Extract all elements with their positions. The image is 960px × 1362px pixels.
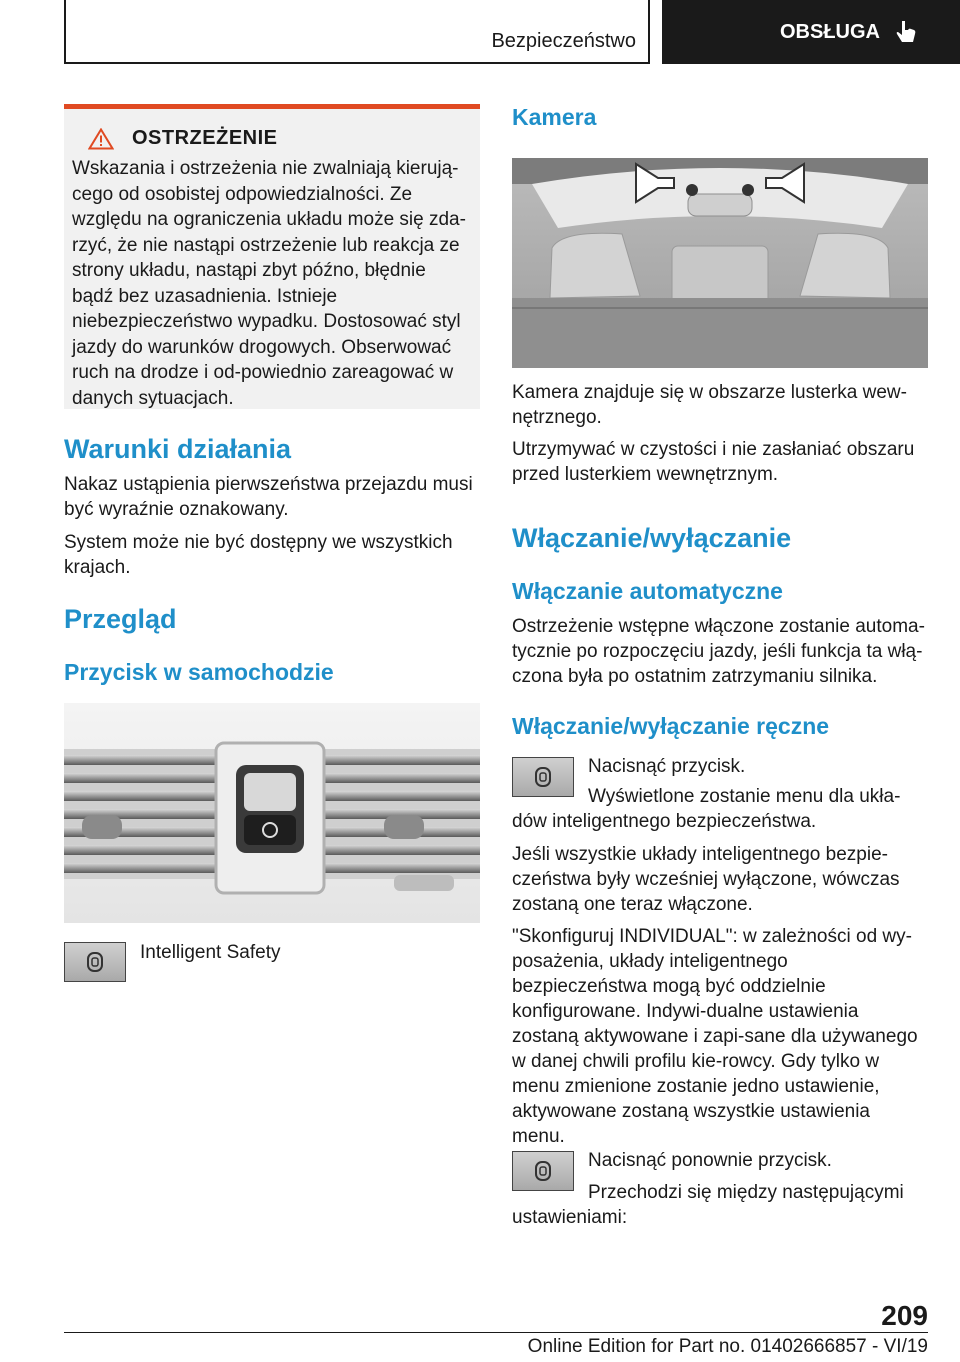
header-right-border: [648, 0, 650, 64]
individual-text: "Skonfiguruj INDIVIDUAL": w zależności od wy-posażenia, układy inteligentnego bezpieczeństwa mogą być oddzielnie konfigurowane. Indywi-dualne ustawienia zostaną aktywowane i zapi-sane dla używanego w danej chwili profilu kie-rowcy. Gdy tylko w menu zmienione zostanie jedno ustawienie, aktywowane zostaną wszystkie ustawienia menu.: [512, 926, 918, 1147]
onoff-heading: Włączanie/wyłączanie: [512, 523, 792, 553]
button-caption: Intelligent Safety: [140, 942, 281, 963]
all-off-text: Jeśli wszystkie układy inteligentnego bezpie-czeństwa były wcześniej wyłączone, wówczas zostaną one teraz włączone.: [512, 844, 900, 915]
warning-triangle-icon: [88, 128, 114, 150]
warning-title-row: [72, 127, 468, 150]
page-number: 209: [881, 1300, 928, 1331]
auto-on-heading: Włączanie automatyczne: [512, 578, 783, 604]
dashboard-vent-illustration: [64, 703, 480, 923]
car-safety-icon: [86, 951, 104, 973]
warning-title: OSTRZEŻENIE: [132, 127, 278, 149]
hand-pointer-icon: [894, 19, 918, 45]
warning-box: [64, 109, 480, 409]
dashboard-button-photo: [64, 703, 480, 923]
footer-rule: [64, 1332, 928, 1333]
header-section-title: Bezpieczeństwo: [491, 30, 636, 52]
press-again-text: Nacisnąć ponownie przycisk.: [588, 1150, 832, 1171]
header-rule: [64, 62, 650, 64]
camera-paragraph-1: Kamera znajduje się w obszarze lusterka wew-nętrznego.: [512, 382, 907, 428]
car-safety-icon: [534, 1160, 552, 1182]
button-in-car-heading: Przycisk w samochodzie: [64, 659, 334, 685]
conditions-heading: Warunki działania: [64, 434, 292, 464]
footer-edition: Online Edition for Part no. 01402666857 - VI/19: [527, 1336, 928, 1357]
conditions-paragraph-1: Nakaz ustąpienia pierwszeństwa przejazdu musi być wyraźnie oznakowany.: [64, 474, 473, 520]
intelligent-safety-button[interactable]: [64, 942, 126, 982]
camera-heading: Kamera: [512, 104, 597, 130]
overview-heading: Przegląd: [64, 604, 177, 634]
warning-text: Wskazania i ostrzeżenia nie zwalniają kierują-cego od osobistej odpowiedzialności. Ze względu na ograniczenia układu może się zda-rzyć, że nie nastąpi ostrzeżenie lub reakcja ze strony układu, nastąpi zbyt późno, błędnie bądź bez uzasadnienia. Istnieje niebezpieczeństwo wypadku. Dostosować styl jazdy do warunków drogowych. Obserwować ruch na drodze i od-powiednio zareagować w danych sytuacjach.: [72, 158, 466, 409]
header-chapter-tab[interactable]: [662, 0, 960, 64]
camera-photo: [512, 158, 928, 368]
manual-heading: Włączanie/wyłączanie ręczne: [512, 713, 830, 739]
chapter-tab-label: OBSŁUGA: [780, 20, 880, 43]
header-left-border: [64, 0, 66, 64]
car-interior-illustration: [512, 158, 928, 368]
camera-paragraph-2: Utrzymywać w czystości i nie zasłaniać obszaru przed lusterkiem wewnętrznym.: [512, 439, 915, 485]
menu-shown-text: Wyświetlone zostanie menu dla ukła-dów inteligentnego bezpieczeństwa.: [512, 786, 901, 832]
conditions-paragraph-2: System może nie być dostępny we wszystkich krajach.: [64, 532, 453, 578]
auto-on-text: Ostrzeżenie wstępne włączone zostanie automa-tycznie po rozpoczęciu jazdy, jeśli funkcja ta włą-czona była po ostatnim zatrzymaniu silnika.: [512, 616, 925, 687]
switch-between-text: Przechodzi się między następującymi ustawieniami:: [512, 1182, 904, 1228]
press-button-text: Nacisnąć przycisk.: [588, 756, 746, 777]
